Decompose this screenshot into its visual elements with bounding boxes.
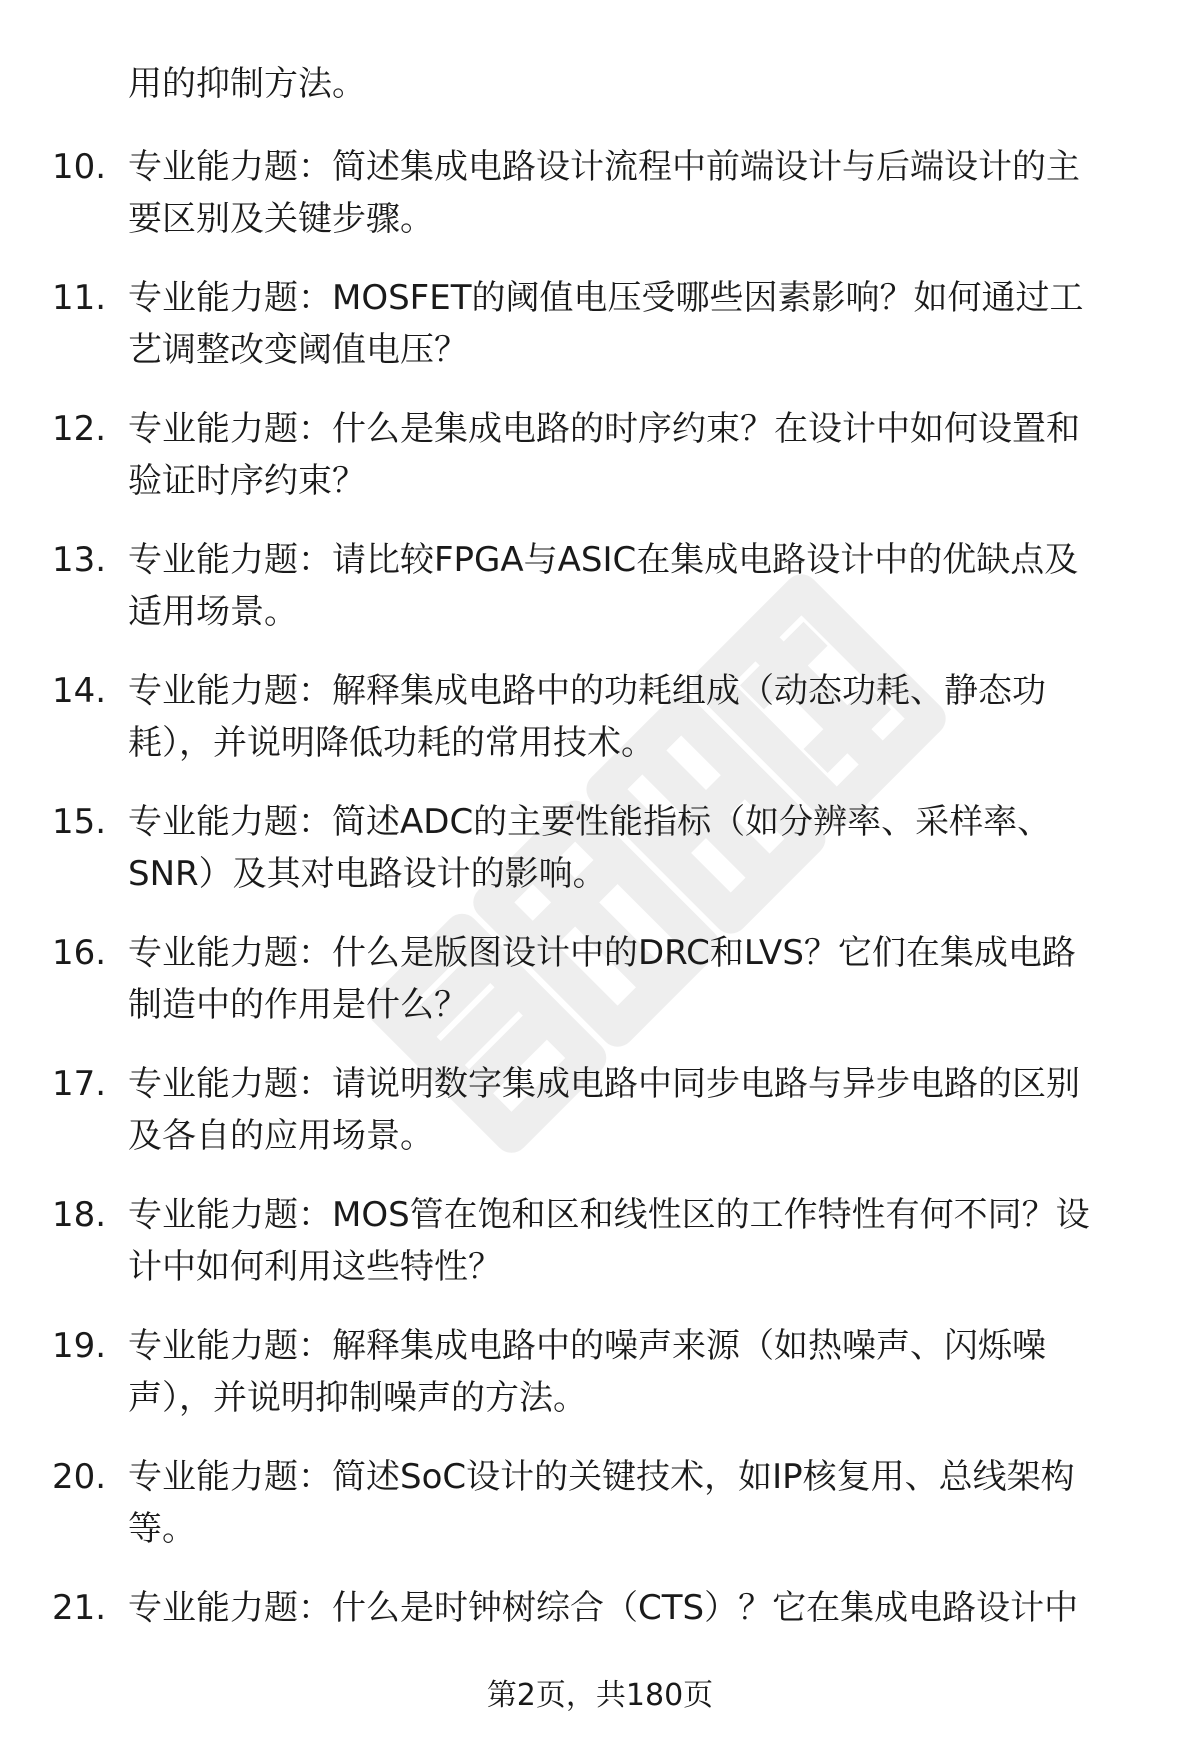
question-number: 13. bbox=[52, 540, 107, 580]
question-line: 专业能力题：什么是版图设计中的DRC和LVS？它们在集成电路 bbox=[128, 933, 1076, 973]
question-number: 12. bbox=[52, 409, 107, 449]
question-number: 17. bbox=[52, 1064, 107, 1104]
question-item bbox=[0, 1320, 1200, 1451]
question-number: 19. bbox=[52, 1326, 107, 1366]
question-list bbox=[0, 141, 1200, 1713]
question-line: 专业能力题：简述SoC设计的关键技术，如IP核复用、总线架构 bbox=[128, 1457, 1075, 1497]
continued-text-line: 用的抑制方法。 bbox=[128, 64, 366, 104]
question-number: 16. bbox=[52, 933, 107, 973]
question-number: 11. bbox=[52, 278, 107, 318]
question-line: 声），并说明抑制噪声的方法。 bbox=[128, 1378, 587, 1418]
question-line: 专业能力题：请说明数字集成电路中同步电路与异步电路的区别 bbox=[128, 1064, 1080, 1104]
question-line: 验证时序约束？ bbox=[128, 461, 366, 501]
question-item bbox=[0, 927, 1200, 1058]
question-text bbox=[128, 927, 1168, 1031]
question-text bbox=[128, 403, 1168, 507]
question-line: 耗），并说明降低功耗的常用技术。 bbox=[128, 723, 655, 763]
question-number: 20. bbox=[52, 1457, 107, 1497]
question-item bbox=[0, 1451, 1200, 1582]
question-line: SNR）及其对电路设计的影响。 bbox=[128, 854, 607, 894]
question-line: 专业能力题：解释集成电路中的功耗组成（动态功耗、静态功 bbox=[128, 671, 1046, 711]
question-number: 15. bbox=[52, 802, 107, 842]
question-item bbox=[0, 534, 1200, 665]
question-item bbox=[0, 796, 1200, 927]
question-text bbox=[128, 1058, 1168, 1162]
question-line: 专业能力题：MOS管在饱和区和线性区的工作特性有何不同？设 bbox=[128, 1195, 1090, 1235]
question-line: 适用场景。 bbox=[128, 592, 298, 632]
question-line: 专业能力题：什么是时钟树综合（CTS）？它在集成电路设计中 bbox=[128, 1588, 1079, 1628]
question-item bbox=[0, 1189, 1200, 1320]
question-line: 制造中的作用是什么？ bbox=[128, 985, 468, 1025]
question-item bbox=[0, 141, 1200, 272]
question-line: 专业能力题：请比较FPGA与ASIC在集成电路设计中的优缺点及 bbox=[128, 540, 1079, 580]
question-text bbox=[128, 1189, 1168, 1293]
question-item bbox=[0, 403, 1200, 534]
question-text bbox=[128, 272, 1168, 376]
question-line: 等。 bbox=[128, 1509, 196, 1549]
question-text bbox=[128, 1582, 1168, 1634]
question-number: 14. bbox=[52, 671, 107, 711]
question-text bbox=[128, 534, 1168, 638]
question-line: 专业能力题：MOSFET的阈值电压受哪些因素影响？如何通过工 bbox=[128, 278, 1084, 318]
question-item bbox=[0, 665, 1200, 796]
question-number: 18. bbox=[52, 1195, 107, 1235]
question-line: 专业能力题：什么是集成电路的时序约束？在设计中如何设置和 bbox=[128, 409, 1080, 449]
question-line: 专业能力题：解释集成电路中的噪声来源（如热噪声、闪烁噪 bbox=[128, 1326, 1046, 1366]
question-text bbox=[128, 1451, 1168, 1555]
question-line: 要区别及关键步骤。 bbox=[128, 199, 434, 239]
page-number-footer: 第2页，共180页 bbox=[486, 1678, 714, 1713]
question-text bbox=[128, 796, 1168, 900]
question-text bbox=[128, 141, 1168, 245]
question-line: 计中如何利用这些特性？ bbox=[128, 1247, 502, 1287]
question-item bbox=[0, 1058, 1200, 1189]
question-number: 21. bbox=[52, 1588, 107, 1628]
question-number: 10. bbox=[52, 147, 107, 187]
question-line: 及各自的应用场景。 bbox=[128, 1116, 434, 1156]
question-text bbox=[128, 665, 1168, 769]
question-line: 专业能力题：简述集成电路设计流程中前端设计与后端设计的主 bbox=[128, 147, 1080, 187]
question-line: 专业能力题：简述ADC的主要性能指标（如分辨率、采样率、 bbox=[128, 802, 1052, 842]
question-item bbox=[0, 272, 1200, 403]
question-line: 艺调整改变阈值电压？ bbox=[128, 330, 468, 370]
question-text bbox=[128, 1320, 1168, 1424]
